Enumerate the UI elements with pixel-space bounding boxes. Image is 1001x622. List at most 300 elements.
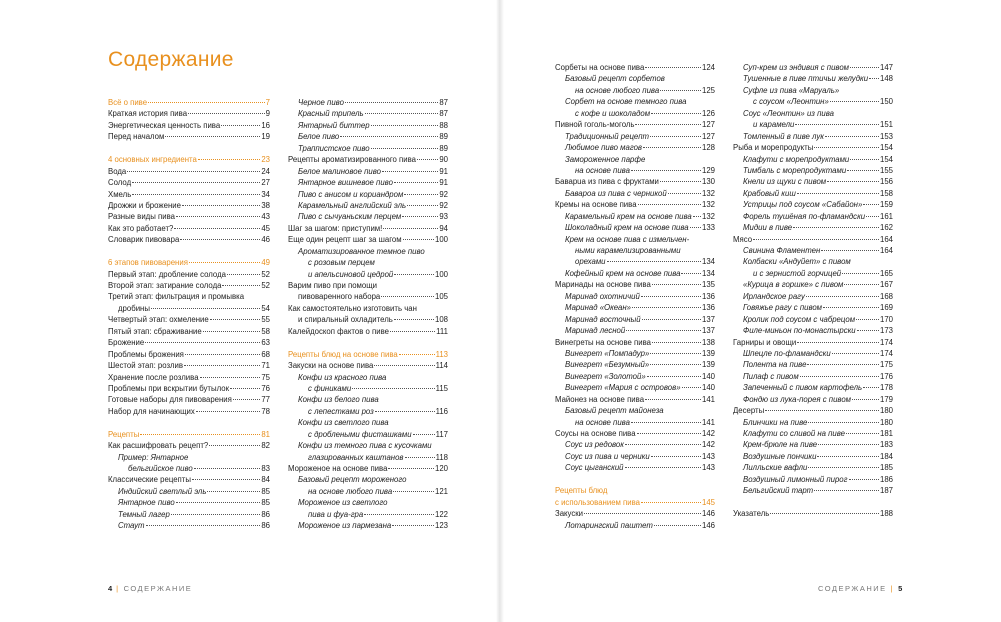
toc-entry-title: Десерты [733, 406, 765, 416]
toc-dot-leader [625, 467, 701, 468]
toc-entry-title: Соус из редовок [565, 440, 624, 450]
toc-entry-title: Винегреты на основе пива [555, 337, 652, 347]
toc-entry-title: Рецепты [108, 429, 140, 439]
toc-entry[interactable] [733, 439, 893, 450]
toc-entry[interactable] [288, 360, 448, 371]
toc-entry-title: Сорбеты на основе пива [555, 63, 645, 72]
toc-entry[interactable] [555, 439, 715, 450]
toc-page-number: 86 [261, 509, 270, 519]
toc-entry[interactable] [108, 337, 270, 348]
toc-section-heading[interactable] [555, 497, 715, 508]
toc-entry[interactable] [733, 428, 893, 439]
toc-entry[interactable] [733, 394, 893, 405]
toc-entry-title: Набор для начинающих [108, 406, 195, 416]
toc-page-number: 130 [701, 177, 715, 187]
toc-entry[interactable] [555, 119, 715, 130]
toc-entry-title: Рецепты блюд на основе пива [288, 349, 398, 359]
toc-entry[interactable] [733, 108, 893, 119]
toc-entry[interactable] [733, 337, 893, 348]
toc-entry-title: с использованием пива [555, 497, 641, 507]
toc-dot-leader [808, 467, 879, 468]
toc-entry-title: Разные виды пива [108, 212, 175, 222]
toc-entry[interactable] [108, 189, 270, 200]
toc-entry-title: Воздушные пончики [743, 451, 817, 461]
toc-entry-title: Брожение [108, 338, 145, 348]
toc-spacer [108, 143, 270, 154]
toc-entry[interactable] [733, 96, 893, 107]
toc-entry[interactable] [733, 405, 893, 416]
toc-entry[interactable] [288, 394, 448, 405]
toc-dot-leader [345, 102, 438, 103]
toc-entry-title: Шпецле по-фламандски [743, 348, 831, 358]
toc-page-number: 164 [879, 246, 893, 255]
toc-entry[interactable] [733, 302, 893, 313]
toc-entry-title: Рыба и морепродукты [733, 143, 814, 153]
toc-dot-leader [352, 388, 434, 389]
toc-entry[interactable] [733, 131, 893, 142]
toc-entry[interactable] [555, 359, 715, 370]
toc-entry[interactable] [108, 108, 270, 119]
toc-page-number: 87 [439, 98, 448, 107]
toc-entry[interactable] [108, 383, 270, 394]
toc-dot-leader [196, 411, 261, 412]
toc-entry[interactable] [555, 85, 715, 96]
toc-entry[interactable] [288, 177, 448, 188]
toc-page-number: 52 [261, 281, 270, 290]
toc-entry[interactable] [733, 165, 893, 176]
toc-entry[interactable] [733, 417, 893, 428]
toc-section-heading[interactable] [108, 429, 270, 440]
toc-entry[interactable] [555, 245, 715, 256]
toc-entry[interactable] [108, 303, 270, 314]
toc-entry-title: Хранение после розлива [108, 372, 199, 382]
toc-page-number: 139 [701, 348, 715, 358]
toc-entry[interactable] [555, 428, 715, 439]
toc-entry[interactable] [288, 200, 448, 211]
toc-dot-leader [857, 330, 879, 331]
toc-entry[interactable] [733, 245, 893, 256]
page-number-right: 5 [898, 584, 903, 593]
toc-dot-leader [393, 491, 434, 492]
toc-entry[interactable] [288, 486, 448, 497]
toc-entry[interactable] [108, 314, 270, 325]
toc-section-heading[interactable] [555, 485, 715, 496]
toc-entry[interactable] [288, 269, 448, 280]
toc-page-number: 125 [701, 85, 715, 95]
toc-section-heading[interactable] [108, 257, 270, 268]
toc-section-heading[interactable] [288, 349, 448, 360]
toc-entry[interactable] [733, 85, 893, 96]
toc-entry-title: Соус из пива и черники [565, 451, 650, 461]
toc-entry[interactable] [108, 349, 270, 360]
toc-entry[interactable] [288, 463, 448, 474]
toc-page-number: 55 [261, 315, 270, 325]
toc-dot-leader [230, 388, 260, 389]
toc-entry[interactable] [108, 463, 270, 474]
toc-dot-leader [832, 353, 879, 354]
toc-dot-leader [651, 456, 701, 457]
toc-entry[interactable] [555, 417, 715, 428]
toc-dot-leader [827, 181, 879, 182]
toc-entry-title: Маринад охотничий [565, 291, 640, 301]
toc-entry[interactable] [555, 451, 715, 462]
toc-entry-title: Маринады на основе пива [555, 280, 651, 290]
toc-entry[interactable] [555, 188, 715, 199]
toc-entry[interactable] [555, 222, 715, 233]
toc-entry[interactable] [288, 372, 448, 383]
toc-entry[interactable] [733, 256, 893, 267]
toc-entry[interactable] [108, 211, 270, 222]
toc-page-number: 118 [435, 452, 448, 462]
toc-page-number: 136 [701, 291, 715, 301]
toc-entry[interactable] [288, 303, 448, 314]
toc-entry[interactable] [555, 62, 715, 73]
toc-entry[interactable] [108, 509, 270, 520]
toc-entry[interactable] [108, 166, 270, 177]
toc-dot-leader [693, 216, 701, 217]
toc-entry[interactable] [555, 256, 715, 267]
toc-entry[interactable] [108, 360, 270, 371]
toc-entry[interactable] [555, 268, 715, 279]
toc-entry[interactable] [733, 234, 893, 245]
toc-page-number: 52 [261, 269, 270, 279]
toc-page-number: 141 [701, 394, 715, 404]
toc-entry-title: Крем на основе пива с измельчен- [565, 234, 690, 244]
toc-entry[interactable] [288, 246, 448, 257]
toc-entry[interactable] [288, 120, 448, 131]
toc-entry[interactable] [108, 120, 270, 131]
toc-entry[interactable] [288, 143, 448, 154]
toc-dot-leader [625, 444, 701, 445]
toc-entry[interactable] [555, 382, 715, 393]
toc-entry[interactable] [288, 509, 448, 520]
toc-entry[interactable] [733, 211, 893, 222]
toc-entry[interactable] [108, 406, 270, 417]
toc-entry[interactable] [733, 222, 893, 233]
toc-entry-title: Конфи из светлого пива [298, 418, 389, 428]
toc-entry[interactable] [733, 474, 893, 485]
toc-entry[interactable] [108, 326, 270, 337]
toc-page-number: 132 [701, 211, 715, 221]
toc-entry-title: Кремы на основе пива [555, 200, 637, 210]
toc-entry-title: Рецепты ароматизированного пива [288, 155, 417, 165]
toc-page-number: 86 [261, 521, 270, 531]
toc-page-number: 71 [261, 361, 270, 371]
toc-page-number: 75 [261, 372, 270, 382]
toc-page-number: 89 [439, 132, 448, 142]
toc-entry-title: Говяжье рагу с пивом [743, 303, 823, 313]
toc-dot-leader [660, 90, 701, 91]
toc-entry-title: с розовым перцем [308, 258, 375, 268]
toc-entry[interactable] [555, 211, 715, 222]
toc-entry[interactable] [288, 211, 448, 222]
toc-entry[interactable] [288, 234, 448, 245]
toc-dot-leader [847, 170, 879, 171]
toc-entry[interactable] [555, 508, 715, 519]
toc-entry-title: ными карамелизированными [575, 246, 681, 255]
toc-dot-leader [821, 250, 879, 251]
toc-entry-title: Солод [108, 178, 132, 188]
toc-entry-title: Хмель [108, 189, 132, 199]
toc-entry-title: Красный трипель [298, 109, 364, 119]
toc-entry[interactable] [108, 269, 270, 280]
toc-column-2 [288, 97, 448, 532]
toc-dot-leader [146, 525, 261, 526]
toc-entry[interactable] [288, 520, 448, 531]
toc-entry-title: Суп-крем из эндивия с пивом [743, 63, 850, 72]
toc-entry-title: Пятый этап: сбраживание [108, 326, 202, 336]
toc-column-1 [108, 97, 270, 532]
toc-page-number: 165 [879, 268, 893, 278]
toc-entry[interactable] [288, 280, 448, 291]
toc-spacer [288, 337, 448, 348]
toc-entry-title: Фондю из лука-порея с пивом [743, 394, 852, 404]
toc-entry[interactable] [108, 177, 270, 188]
toc-entry-title: Рецепты блюд [555, 486, 608, 496]
toc-entry[interactable] [108, 280, 270, 291]
toc-entry[interactable] [733, 371, 893, 382]
toc-page-number: 116 [435, 406, 448, 416]
toc-entry[interactable] [288, 108, 448, 119]
toc-entry[interactable] [555, 348, 715, 359]
toc-entry[interactable] [555, 394, 715, 405]
toc-dot-leader [866, 216, 879, 217]
toc-entry-title: Кнели из щуки с пивом [743, 177, 827, 187]
toc-entry[interactable] [288, 314, 448, 325]
toc-entry[interactable] [108, 486, 270, 497]
page-gutter [496, 0, 504, 622]
toc-entry[interactable] [108, 234, 270, 245]
toc-entry-title: Конфи из темного пива с кусочками [298, 441, 432, 451]
toc-page-number: 124 [701, 63, 715, 72]
toc-entry-title: Любимое пиво магов [565, 143, 642, 153]
toc-entry[interactable] [555, 302, 715, 313]
toc-entry-title: Как расшифровать рецепт? [108, 441, 209, 451]
toc-entry-title: Пивной гоголь-моголь [555, 120, 635, 130]
toc-entry-title: орехами [575, 257, 606, 267]
toc-entry[interactable] [555, 73, 715, 84]
toc-entry[interactable] [108, 474, 270, 485]
toc-entry[interactable] [288, 417, 448, 428]
toc-page-number: 105 [434, 292, 448, 302]
toc-entry-title: Калейдоскоп фактов о пиве [288, 326, 389, 336]
toc-entry[interactable] [288, 223, 448, 234]
toc-page-number: 115 [435, 383, 448, 393]
toc-page-number: 78 [261, 406, 270, 416]
toc-entry[interactable] [733, 348, 893, 359]
toc-dot-leader [642, 319, 701, 320]
toc-entry[interactable] [288, 154, 448, 165]
toc-page-number: 85 [261, 498, 270, 508]
toc-entry[interactable] [288, 257, 448, 268]
toc-entry[interactable] [555, 371, 715, 382]
toc-dot-leader [402, 216, 438, 217]
toc-entry[interactable] [555, 108, 715, 119]
toc-entry[interactable] [108, 452, 270, 463]
toc-entry[interactable] [288, 429, 448, 440]
toc-dot-leader [200, 377, 261, 378]
toc-entry[interactable] [288, 474, 448, 485]
toc-entry[interactable] [288, 131, 448, 142]
toc-entry[interactable] [555, 142, 715, 153]
toc-section-heading[interactable] [108, 154, 270, 165]
toc-dot-leader [209, 445, 260, 446]
toc-entry[interactable] [733, 176, 893, 187]
toc-entry[interactable] [288, 406, 448, 417]
toc-entry[interactable] [555, 154, 715, 165]
toc-entry-title: Базовый рецепт сорбетов [565, 74, 665, 84]
toc-dot-leader [392, 525, 434, 526]
toc-entry[interactable] [288, 291, 448, 302]
toc-entry[interactable] [555, 131, 715, 142]
toc-entry[interactable] [555, 199, 715, 210]
toc-dot-leader [399, 354, 435, 355]
toc-entry[interactable] [555, 96, 715, 107]
toc-dot-leader [852, 399, 879, 400]
toc-entry[interactable] [108, 440, 270, 451]
toc-entry[interactable] [733, 314, 893, 325]
toc-dot-leader [647, 376, 701, 377]
toc-entry[interactable] [288, 326, 448, 337]
toc-entry-title: Полента на пиве [743, 360, 807, 370]
toc-dot-leader [405, 457, 435, 458]
toc-entry[interactable] [555, 462, 715, 473]
toc-entry-title: Лилльские вафли [743, 463, 808, 473]
toc-entry-title: Янтарное вишневое пиво [298, 178, 393, 188]
toc-entry[interactable] [288, 452, 448, 463]
toc-entry-title: Маринад лесной [565, 326, 626, 336]
toc-dot-leader [690, 227, 701, 228]
toc-entry[interactable] [733, 268, 893, 279]
toc-entry-title: Традиционный рецепт [565, 131, 650, 141]
toc-page-number: 138 [701, 337, 715, 347]
toc-entry[interactable] [733, 508, 893, 519]
toc-entry[interactable] [555, 325, 715, 336]
toc-entry[interactable] [733, 199, 893, 210]
toc-entry-title: Карамельный английский эль [298, 200, 407, 210]
toc-entry[interactable] [733, 119, 893, 130]
toc-entry-title: на основе пива [575, 165, 630, 175]
toc-page-number: 113 [435, 349, 448, 359]
toc-entry-title: Как это работает? [108, 223, 174, 233]
toc-page-number: 142 [701, 429, 715, 438]
toc-entry[interactable] [733, 62, 893, 73]
toc-entry-title: Черное пиво [298, 98, 344, 107]
toc-entry[interactable] [555, 279, 715, 290]
toc-entry[interactable] [733, 485, 893, 496]
toc-page-number: 167 [879, 280, 893, 290]
toc-dot-leader [340, 136, 438, 137]
toc-entry[interactable] [733, 73, 893, 84]
toc-entry[interactable] [555, 234, 715, 245]
toc-entry[interactable] [733, 291, 893, 302]
toc-page-number: 87 [439, 109, 448, 119]
toc-entry[interactable] [288, 497, 448, 508]
toc-page-number: 45 [261, 223, 270, 233]
toc-entry[interactable] [108, 200, 270, 211]
toc-page-number: 81 [261, 429, 270, 439]
toc-page-number: 117 [435, 429, 448, 439]
toc-dot-leader [765, 410, 879, 411]
toc-entry[interactable] [555, 520, 715, 531]
toc-entry[interactable] [733, 279, 893, 290]
toc-page-number: 127 [701, 120, 715, 130]
toc-entry[interactable] [733, 382, 893, 393]
toc-entry[interactable] [108, 131, 270, 142]
toc-page-number: 154 [879, 143, 893, 153]
toc-entry[interactable] [288, 440, 448, 451]
toc-entry[interactable] [288, 383, 448, 394]
toc-dot-leader [651, 113, 701, 114]
toc-page-number: 141 [701, 417, 715, 427]
toc-page-number: 180 [879, 417, 893, 427]
toc-entry[interactable] [733, 462, 893, 473]
toc-entry[interactable] [555, 165, 715, 176]
toc-dot-leader [417, 159, 438, 160]
toc-dot-leader [800, 376, 879, 377]
toc-page-number: 187 [879, 486, 893, 496]
toc-entry[interactable] [733, 142, 893, 153]
toc-entry-title: Словарик пивовара [108, 235, 180, 245]
toc-section-heading[interactable] [108, 97, 270, 108]
toc-dot-leader [394, 274, 434, 275]
toc-dot-leader [390, 331, 435, 332]
toc-entry[interactable] [733, 359, 893, 370]
toc-spacer [108, 417, 270, 428]
toc-entry[interactable] [555, 405, 715, 416]
toc-entry[interactable] [555, 291, 715, 302]
toc-entry[interactable] [108, 520, 270, 531]
toc-entry[interactable] [288, 166, 448, 177]
toc-entry-title: Воздушный лимонный пирог [743, 474, 848, 484]
toc-dot-leader [403, 239, 434, 240]
toc-entry[interactable] [555, 314, 715, 325]
toc-dot-leader [132, 194, 260, 195]
toc-entry-title: Четвертый этап: охмеление [108, 315, 209, 325]
toc-dot-leader [668, 193, 701, 194]
toc-entry[interactable] [108, 394, 270, 405]
toc-dot-leader [846, 433, 879, 434]
toc-entry[interactable] [555, 337, 715, 348]
toc-page-number: 129 [701, 165, 715, 175]
toc-entry-title: Кролик под соусом с чабрецом [743, 314, 856, 324]
toc-page-number: 185 [879, 463, 893, 473]
toc-entry[interactable] [108, 223, 270, 234]
toc-page-number: 77 [261, 395, 270, 405]
toc-entry[interactable] [555, 176, 715, 187]
toc-entry[interactable] [733, 154, 893, 165]
toc-dot-leader [233, 399, 260, 400]
toc-entry[interactable] [108, 291, 270, 302]
toc-entry-title: Стаут [118, 521, 145, 531]
toc-page-number: 186 [879, 474, 893, 484]
toc-entry[interactable] [108, 372, 270, 383]
toc-dot-leader [793, 227, 879, 228]
toc-entry[interactable] [108, 497, 270, 508]
toc-entry[interactable] [733, 451, 893, 462]
toc-entry[interactable] [733, 325, 893, 336]
toc-entry-title: с дроблеными фисташками [308, 429, 412, 439]
toc-dot-leader [637, 433, 701, 434]
toc-page-number: 38 [261, 200, 270, 210]
toc-entry[interactable] [288, 189, 448, 200]
toc-dot-leader [842, 273, 879, 274]
toc-entry[interactable] [288, 97, 448, 108]
toc-page-number: 34 [261, 189, 270, 199]
toc-page-number: 184 [879, 451, 893, 461]
toc-entry-title: Гарниры и овощи [733, 337, 797, 347]
toc-entry[interactable] [733, 188, 893, 199]
